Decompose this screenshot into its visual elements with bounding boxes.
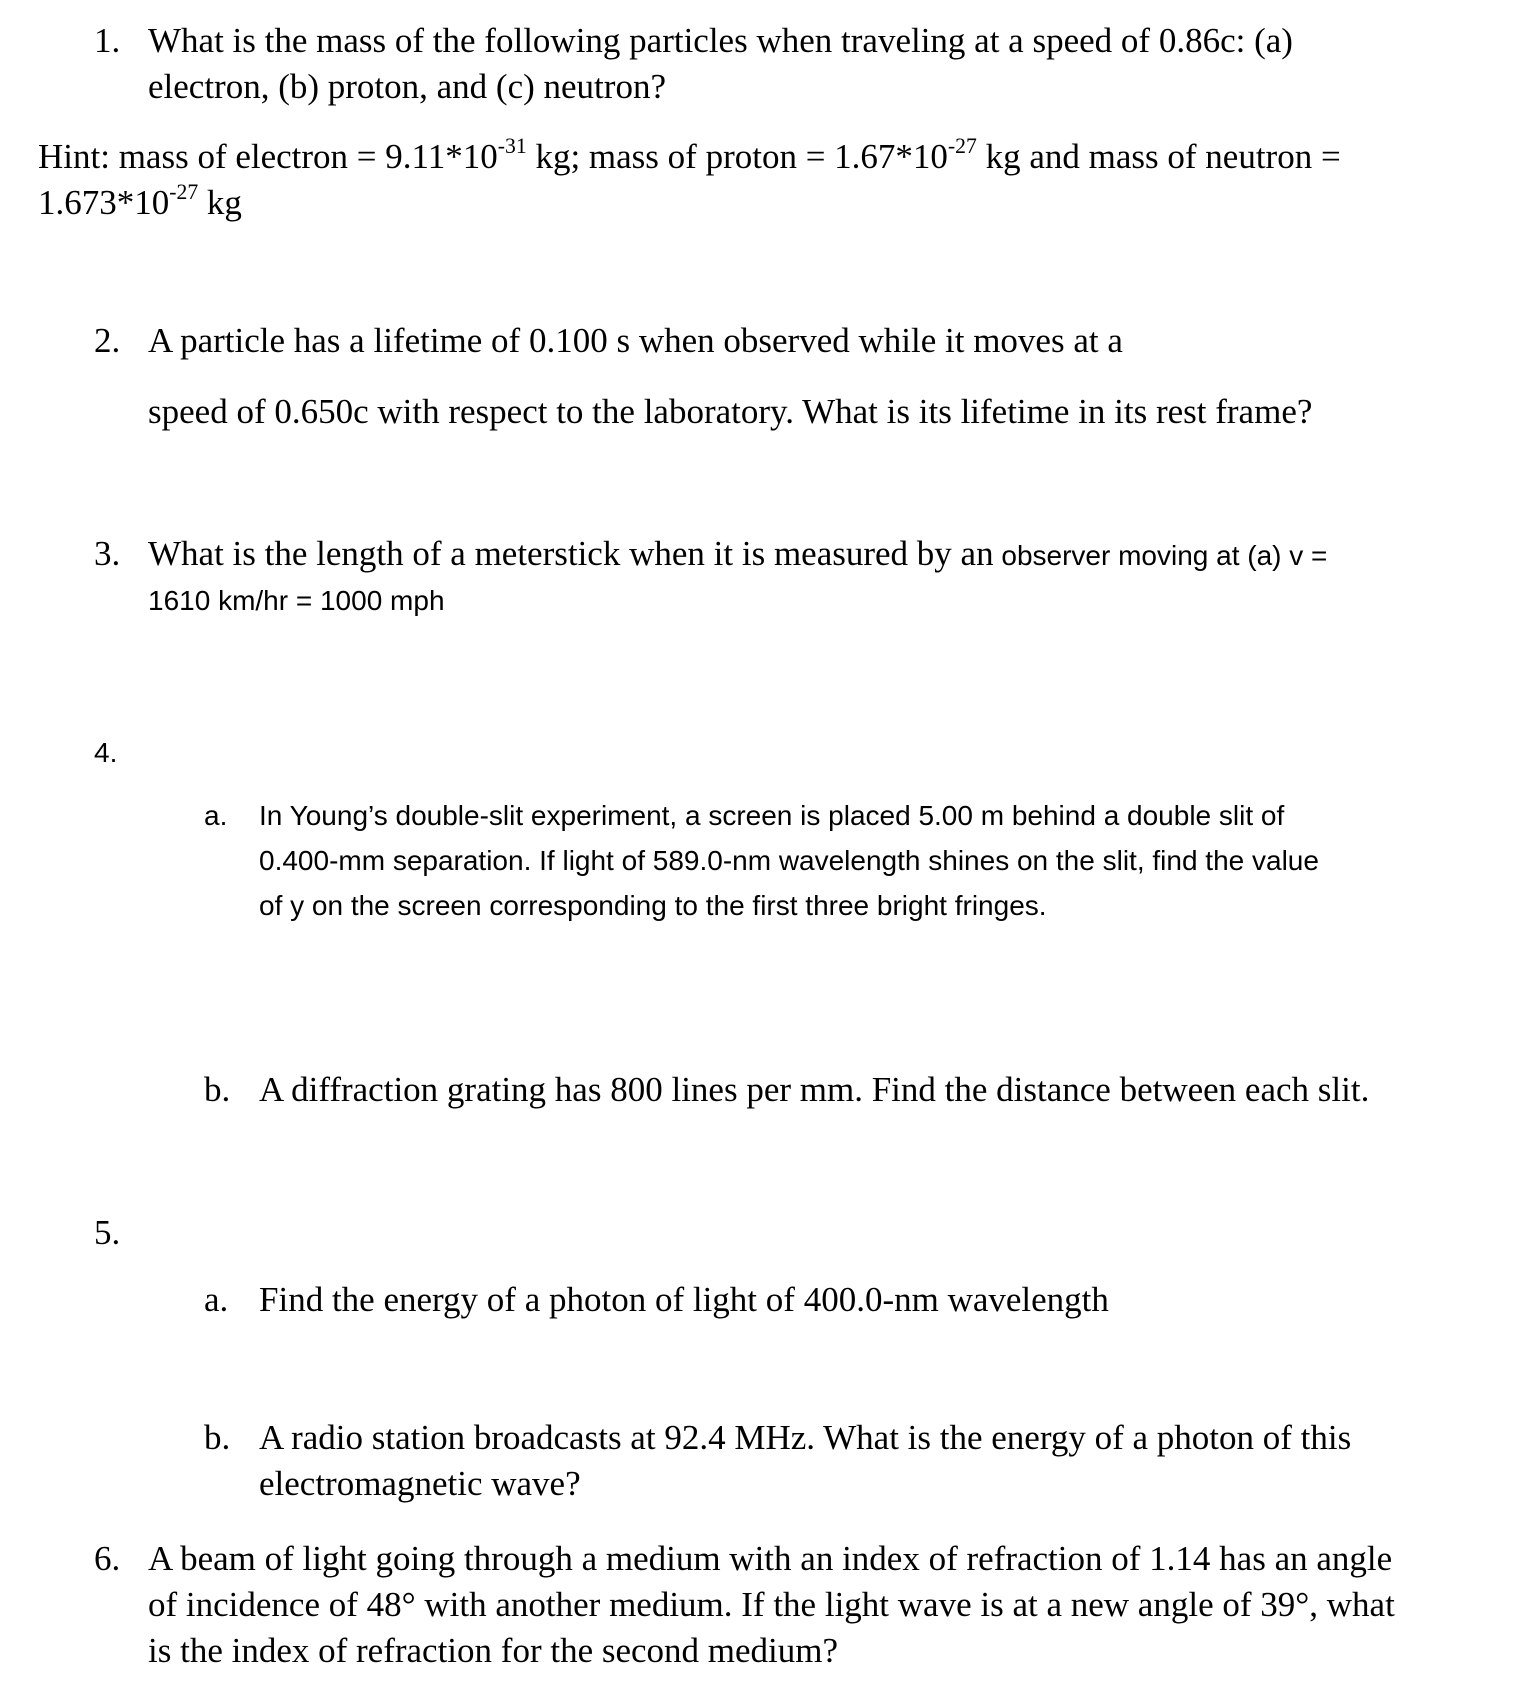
subpart-line: 0.400-mm separation. If light of 589.0-nm wavelength shines on the slit, find the value — [259, 845, 1319, 876]
subpart-line: Find the energy of a photon of light of 400.0-nm wavelength — [259, 1280, 1109, 1319]
question-5a — [204, 1277, 1504, 1327]
subpart-line: In Young’s double-slit experiment, a screen is placed 5.00 m behind a double slit of — [259, 800, 1285, 831]
question-number: 1. — [94, 21, 121, 60]
subpart-marker: b. — [204, 1070, 231, 1109]
hint-text: 1.673*10 — [38, 183, 170, 222]
question-number: 6. — [94, 1539, 121, 1578]
subpart-text — [259, 1277, 1109, 1323]
question-4-number: 4. — [94, 737, 118, 768]
hint-line — [38, 134, 1498, 180]
subpart-line: A diffraction grating has 800 lines per mm. Find the distance between each slit. — [259, 1070, 1370, 1109]
hint-exponent: -31 — [497, 134, 527, 159]
question-line-sans: observer moving at (a) v = — [993, 540, 1328, 571]
question-line: 1610 km/hr = 1000 mph — [148, 585, 445, 616]
subpart-text — [259, 1415, 1351, 1507]
question-line: A beam of light going through a medium with an index of refraction of 1.14 has an angle — [148, 1539, 1393, 1578]
question-line: speed of 0.650c with respect to the laboratory. What is its lifetime in its rest frame? — [148, 392, 1313, 431]
question-text — [148, 18, 1293, 110]
hint-exponent: -27 — [169, 180, 199, 205]
subpart-marker: a. — [204, 800, 228, 831]
subpart-marker: b. — [204, 1418, 231, 1457]
question-5-number: 5. — [94, 1213, 121, 1252]
question-6 — [94, 1536, 1504, 1676]
question-line-serif: What is the length of a meterstick when it is measured by an — [148, 534, 994, 573]
question-text — [148, 318, 1312, 435]
subpart-text — [259, 1067, 1369, 1113]
question-text — [148, 531, 1327, 623]
subpart-line: of y on the screen corresponding to the first three bright fringes. — [259, 890, 1047, 921]
question-3 — [94, 531, 1494, 623]
hint-exponent: -27 — [947, 134, 977, 159]
question-5b — [204, 1415, 1504, 1507]
question-line: is the index of refraction for the second medium? — [148, 1631, 839, 1670]
subpart-line: A radio station broadcasts at 92.4 MHz. What is the energy of a photon of this — [259, 1418, 1352, 1457]
question-number: 2. — [94, 321, 121, 360]
hint-paragraph — [38, 134, 1498, 226]
question-line: electron, (b) proton, and (c) neutron? — [148, 67, 666, 106]
hint-text: kg; mass of proton = 1.67*10 — [526, 137, 948, 176]
subpart-marker: a. — [204, 1280, 229, 1319]
question-number: 3. — [94, 534, 121, 573]
question-text — [148, 1536, 1395, 1674]
question-2 — [94, 318, 1494, 438]
hint-text: kg — [198, 183, 242, 222]
subpart-line: electromagnetic wave? — [259, 1464, 581, 1503]
question-4b — [204, 1067, 1504, 1117]
hint-line — [38, 180, 1498, 226]
question-line: What is the mass of the following particles when traveling at a speed of 0.86c: (a) — [148, 21, 1293, 60]
hint-text: Hint: mass of electron = 9.11*10 — [38, 137, 498, 176]
question-1 — [94, 18, 1494, 110]
hint-text: kg and mass of neutron = — [976, 137, 1341, 176]
subpart-text — [259, 793, 1319, 928]
question-line: of incidence of 48° with another medium. If the light wave is at a new angle of 39°, what — [148, 1585, 1395, 1624]
question-line — [148, 531, 1327, 578]
question-4a — [204, 793, 1504, 933]
question-line: A particle has a lifetime of 0.100 s when observed while it moves at a — [148, 321, 1123, 360]
